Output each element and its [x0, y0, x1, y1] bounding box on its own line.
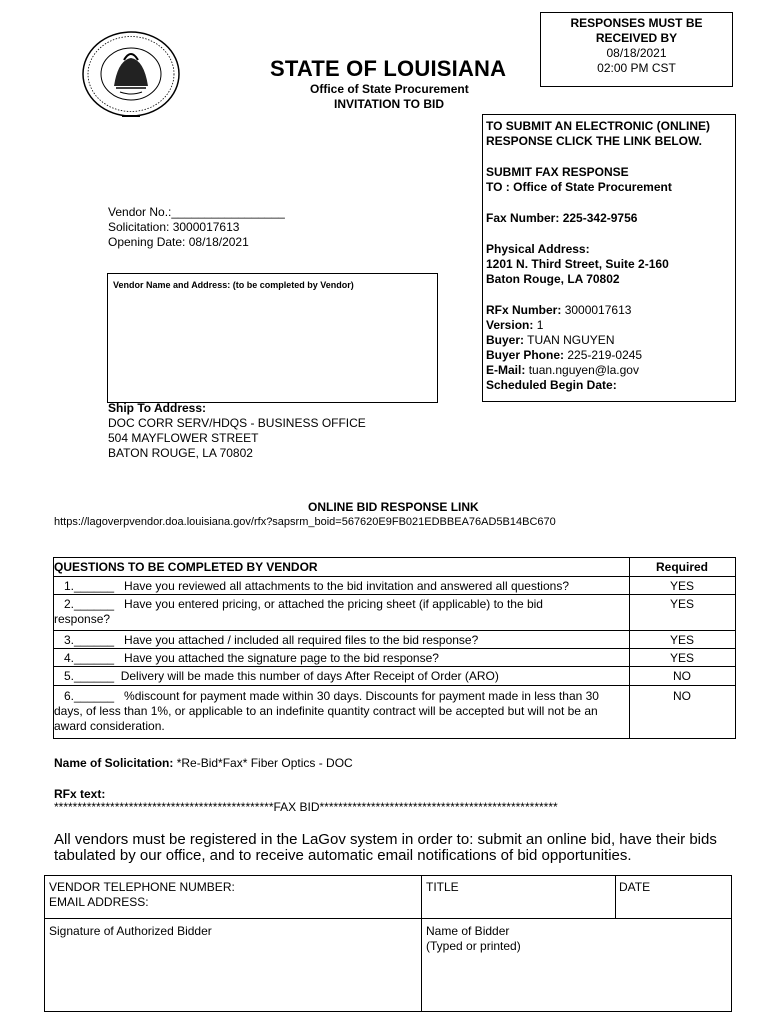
- state-seal: [80, 30, 182, 122]
- question-6-text-cont: days, of less than 1%, or applicable to an indefinite quantity contract will be accepted but will not be an: [54, 704, 598, 718]
- fax-label: Fax Number:: [486, 211, 560, 225]
- vendor-name-box-label: Vendor Name and Address: (to be completed by Vendor): [113, 280, 354, 290]
- buyer-phone-value: 225-219-0245: [567, 348, 643, 362]
- scheduled-begin-date-label: Scheduled Begin Date:: [486, 378, 617, 392]
- questions-header: QUESTIONS TO BE COMPLETED BY VENDOR: [54, 560, 318, 574]
- online-bid-link[interactable]: https://lagoverpvendor.doa.louisiana.gov/rfx?sapsrm_boid=567620E9FB021EDBBEA76AD5B14BC670: [54, 516, 556, 528]
- question-4-required: YES: [669, 651, 694, 665]
- physical-address-label: Physical Address:: [486, 242, 590, 256]
- question-2-text: 2.______ Have you entered pricing, or attached the pricing sheet (if applicable) to the bid: [54, 597, 543, 611]
- signature-label[interactable]: Signature of Authorized Bidder: [49, 924, 212, 938]
- registration-notice: All vendors must be registered in the LaGov system in order to: submit an online bid, have their bids tabulated by our office, and to receive automatic email notifications of bid opportunities.: [54, 831, 717, 864]
- email-value[interactable]: tuan.nguyen@la.gov: [528, 363, 639, 377]
- ship-to-address: [108, 401, 366, 461]
- physical-address-line1: 1201 N. Third Street, Suite 2-160: [486, 257, 669, 271]
- fax-value: 225-342-9756: [562, 211, 638, 225]
- question-1-required: YES: [669, 579, 694, 593]
- date-label[interactable]: DATE: [619, 880, 651, 894]
- question-6-text: 6.______ %discount for payment made within 30 days. Discounts for payment made in less than 30: [54, 689, 599, 703]
- table-row: [54, 666, 735, 683]
- online-bid-title: ONLINE BID RESPONSE LINK: [308, 500, 479, 514]
- solicitation-name-label: Name of Solicitation:: [54, 756, 174, 770]
- question-6-text-cont2: award consideration.: [54, 719, 165, 733]
- response-time: 02:00 PM CST: [597, 61, 676, 75]
- ship-to-label: Ship To Address:: [108, 401, 207, 415]
- ship-to-line1: DOC CORR SERV/HDQS - BUSINESS OFFICE: [108, 416, 366, 430]
- table-row: [54, 630, 735, 647]
- page-title: STATE OF LOUISIANA: [270, 56, 507, 81]
- solicitation-number: Solicitation: 3000017613: [108, 220, 240, 234]
- buyer-phone: [486, 348, 735, 363]
- rfx-text: ***********************************************FAX BID***************************************************: [54, 800, 558, 814]
- email-label: E-Mail:: [486, 363, 526, 377]
- rfx-text-label: RFx text:: [54, 787, 106, 801]
- ship-to-line3: BATON ROUGE, LA 70802: [108, 446, 253, 460]
- buyer: [486, 333, 735, 348]
- version-label: Version:: [486, 318, 534, 332]
- required-header: Required: [655, 560, 708, 574]
- ship-to-line2: 504 MAYFLOWER STREET: [108, 431, 259, 445]
- fax-number: [486, 211, 735, 226]
- title-label[interactable]: TITLE: [426, 880, 459, 894]
- email-address-label[interactable]: EMAIL ADDRESS:: [49, 895, 149, 909]
- submit-online-line2: RESPONSE CLICK THE LINK BELOW.: [486, 134, 703, 148]
- solicitation-name-value: *Re-Bid*Fax* Fiber Optics - DOC: [176, 756, 353, 770]
- opening-date: Opening Date: 08/18/2021: [108, 235, 249, 249]
- question-3-text: 3.______ Have you attached / included all required files to the bid response?: [54, 633, 479, 647]
- response-deadline-box: [540, 12, 733, 87]
- buyer-label: Buyer:: [486, 333, 525, 347]
- vendor-number[interactable]: Vendor No.:_________________: [108, 205, 285, 219]
- submission-info-box: [482, 114, 736, 402]
- buyer-value: TUAN NGUYEN: [527, 333, 615, 347]
- document-type: INVITATION TO BID: [334, 97, 444, 111]
- version: [486, 318, 735, 333]
- response-date: 08/18/2021: [606, 46, 667, 60]
- question-5-required: NO: [673, 669, 691, 683]
- response-line1: RESPONSES MUST BE: [570, 16, 703, 30]
- bidder-name-sublabel: (Typed or printed): [426, 939, 521, 953]
- table-row: [54, 576, 735, 593]
- table-row: [54, 648, 735, 665]
- physical-address-line2: Baton Rouge, LA 70802: [486, 272, 620, 286]
- submit-fax-line2: TO : Office of State Procurement: [486, 180, 672, 194]
- submit-online-line1: TO SUBMIT AN ELECTRONIC (ONLINE): [486, 119, 710, 133]
- rfx-number: [486, 303, 735, 318]
- submit-fax-line1: SUBMIT FAX RESPONSE: [486, 165, 629, 179]
- vendor-info: [108, 205, 285, 250]
- bidder-signature-table: [44, 875, 732, 1012]
- question-5-text: 5.______ Delivery will be made this number of days After Receipt of Order (ARO): [54, 669, 499, 683]
- version-value: 1: [536, 318, 544, 332]
- question-2-required: YES: [669, 597, 694, 611]
- solicitation-name: [54, 756, 353, 771]
- question-2-text-cont: response?: [54, 612, 111, 626]
- rfx-number-value: 3000017613: [564, 303, 632, 317]
- vendor-name-address-box[interactable]: [107, 273, 438, 403]
- table-row: [54, 685, 735, 733]
- buyer-phone-label: Buyer Phone:: [486, 348, 565, 362]
- question-6-required: NO: [673, 689, 691, 703]
- rfx-number-label: RFx Number:: [486, 303, 562, 317]
- question-3-required: YES: [669, 633, 694, 647]
- table-row: [54, 594, 735, 626]
- question-4-text: 4.______ Have you attached the signature page to the bid response?: [54, 651, 439, 665]
- vendor-questions-table: [53, 557, 736, 739]
- buyer-email: [486, 363, 735, 378]
- bidder-name-label[interactable]: Name of Bidder: [426, 924, 510, 938]
- response-line2: RECEIVED BY: [595, 31, 678, 45]
- question-1-text: 1.______ Have you reviewed all attachments to the bid invitation and answered all questions?: [54, 579, 569, 593]
- vendor-telephone-label[interactable]: VENDOR TELEPHONE NUMBER:: [49, 880, 235, 894]
- office-name: Office of State Procurement: [310, 82, 469, 96]
